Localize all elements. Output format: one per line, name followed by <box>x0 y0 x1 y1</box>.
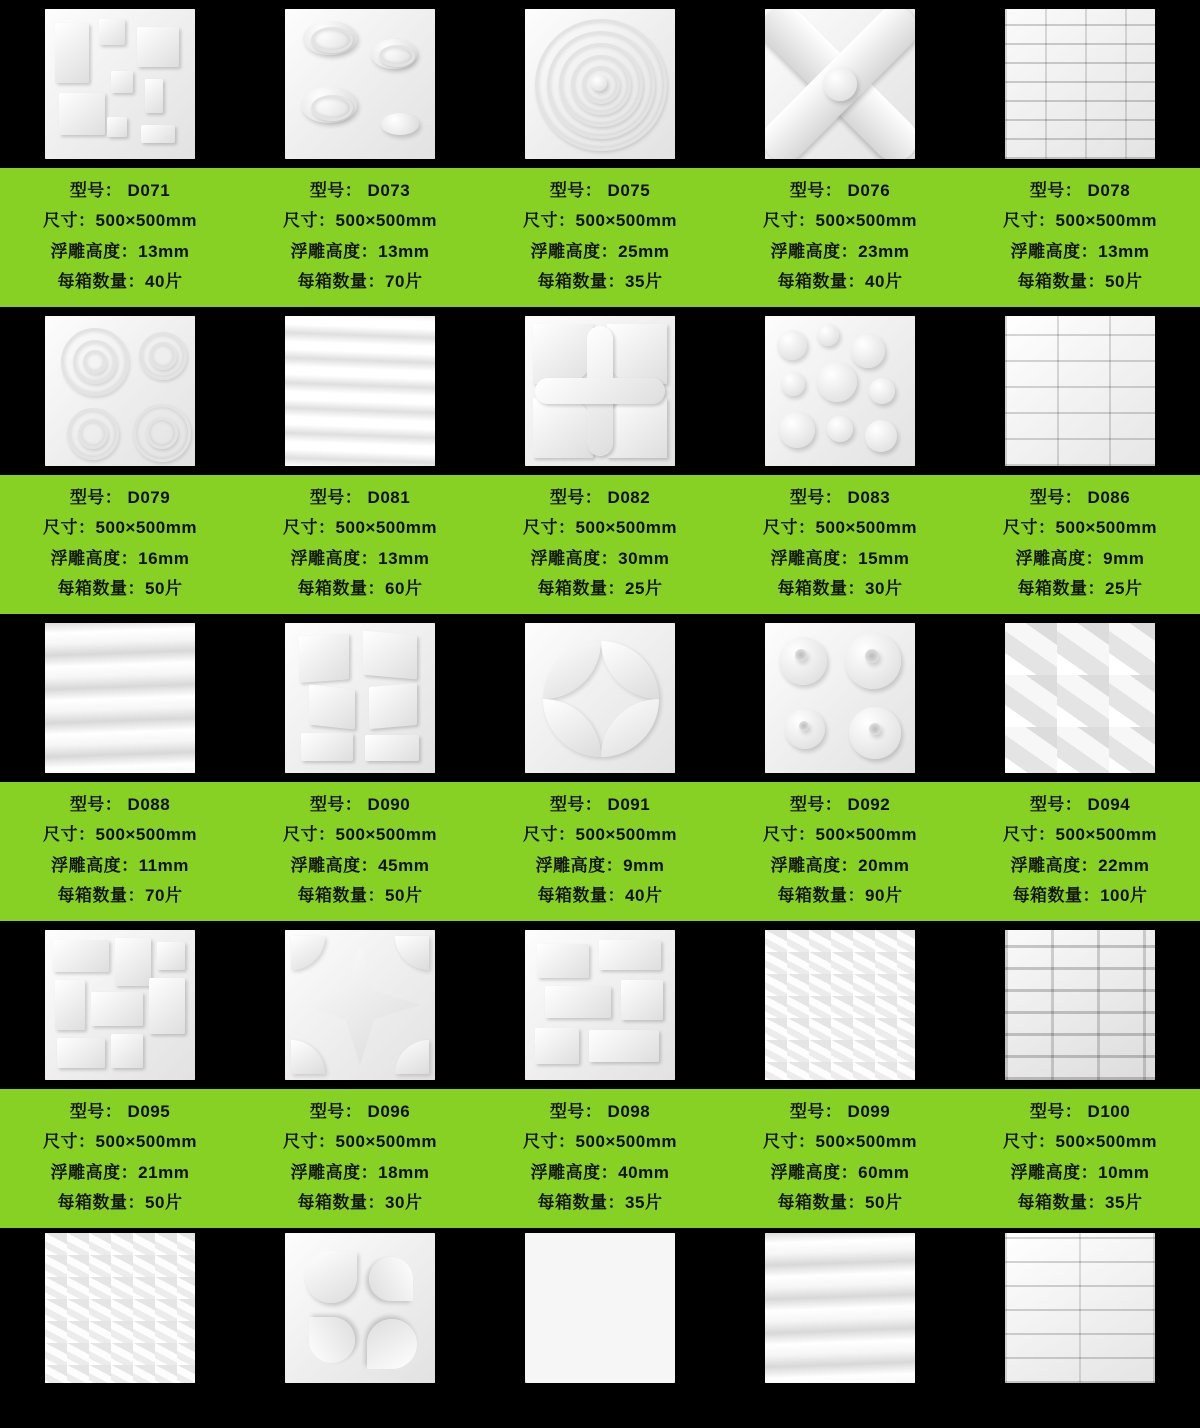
value-relief: 9mm <box>623 855 665 875</box>
label-size: 尺寸： <box>283 825 336 845</box>
label-size: 尺寸： <box>763 211 816 231</box>
panel-pattern-craters-icon <box>765 623 915 773</box>
value-per-box: 60片 <box>385 578 423 598</box>
value-per-box: 70片 <box>385 271 423 291</box>
label-model: 型号： <box>789 488 843 507</box>
label-model: 型号： <box>309 488 363 507</box>
label-model: 型号： <box>549 1102 603 1121</box>
panel-pattern-low-poly-icon <box>765 930 915 1080</box>
value-relief: 45mm <box>378 855 430 875</box>
value-relief: 23mm <box>858 241 910 261</box>
product-cell-partial-2[interactable] <box>240 1228 480 1388</box>
label-size: 尺寸： <box>523 211 576 231</box>
product-info <box>240 1089 480 1228</box>
value-size: 500×500mm <box>1055 1132 1157 1152</box>
product-cell-d073[interactable] <box>240 0 480 307</box>
value-size: 500×500mm <box>335 211 437 231</box>
catalog-row <box>0 307 1200 614</box>
value-model: D100 <box>1087 1102 1131 1121</box>
product-image-wrap <box>480 1228 720 1388</box>
label-relief: 浮雕高度： <box>1010 241 1099 261</box>
panel-pattern-rect-mosaic-icon <box>45 930 195 1080</box>
label-model: 型号： <box>309 795 363 814</box>
label-per-box: 每箱数量： <box>777 271 866 291</box>
value-model: D071 <box>127 181 171 200</box>
label-relief: 浮雕高度： <box>290 241 379 261</box>
product-image-wrap <box>240 614 480 782</box>
value-size: 500×500mm <box>95 825 197 845</box>
product-info <box>720 475 960 614</box>
product-image-wrap <box>240 0 480 168</box>
value-relief: 16mm <box>138 548 190 568</box>
label-relief: 浮雕高度： <box>1010 855 1099 875</box>
value-model: D078 <box>1087 181 1131 200</box>
catalog-row <box>0 921 1200 1228</box>
label-per-box: 每箱数量： <box>1017 1192 1106 1212</box>
product-info <box>720 168 960 307</box>
label-size: 尺寸： <box>43 211 96 231</box>
panel-pattern-low-poly-icon <box>45 1233 195 1383</box>
label-relief: 浮雕高度： <box>290 1162 379 1182</box>
value-relief: 40mm <box>618 1162 670 1182</box>
value-per-box: 40片 <box>625 885 663 905</box>
value-relief: 13mm <box>378 548 430 568</box>
value-model: D099 <box>847 1102 891 1121</box>
product-cell-d091[interactable] <box>480 614 720 921</box>
product-info <box>960 1089 1200 1228</box>
label-per-box: 每箱数量： <box>537 885 626 905</box>
product-cell-partial-3[interactable] <box>480 1228 720 1388</box>
value-relief: 13mm <box>1098 241 1150 261</box>
label-relief: 浮雕高度： <box>535 855 624 875</box>
value-size: 500×500mm <box>95 1132 197 1152</box>
panel-pattern-brick-icon <box>1005 316 1155 466</box>
product-info <box>240 168 480 307</box>
value-per-box: 50片 <box>145 1192 183 1212</box>
value-model: D094 <box>1087 795 1131 814</box>
label-relief: 浮雕高度： <box>50 548 139 568</box>
panel-pattern-drops-icon <box>285 1233 435 1383</box>
label-size: 尺寸： <box>763 1132 816 1152</box>
product-cell-d092[interactable] <box>720 614 960 921</box>
label-per-box: 每箱数量： <box>537 271 626 291</box>
product-image-wrap <box>720 0 960 168</box>
product-cell-d094[interactable] <box>960 614 1200 921</box>
product-image-wrap <box>240 1228 480 1388</box>
value-relief: 60mm <box>858 1162 910 1182</box>
product-info <box>240 782 480 921</box>
value-per-box: 100片 <box>1100 885 1148 905</box>
panel-pattern-foam-brick-icon <box>1005 930 1155 1080</box>
label-per-box: 每箱数量： <box>297 271 386 291</box>
value-model: D096 <box>367 1102 411 1121</box>
label-per-box: 每箱数量： <box>57 885 146 905</box>
value-size: 500×500mm <box>335 825 437 845</box>
product-cell-d083[interactable] <box>720 307 960 614</box>
value-relief: 21mm <box>138 1162 190 1182</box>
value-relief: 18mm <box>378 1162 430 1182</box>
product-cell-d082[interactable] <box>480 307 720 614</box>
value-relief: 25mm <box>618 241 670 261</box>
label-relief: 浮雕高度： <box>290 855 379 875</box>
value-model: D092 <box>847 795 891 814</box>
label-relief: 浮雕高度： <box>530 241 619 261</box>
label-per-box: 每箱数量： <box>777 1192 866 1212</box>
label-model: 型号： <box>69 488 123 507</box>
product-cell-partial-5[interactable] <box>960 1228 1200 1388</box>
panel-pattern-blocks-3d-icon <box>285 623 435 773</box>
value-per-box: 40片 <box>145 271 183 291</box>
panel-pattern-squares-icon <box>45 9 195 159</box>
panel-pattern-dots-icon <box>765 316 915 466</box>
label-size: 尺寸： <box>523 825 576 845</box>
product-image-wrap <box>240 307 480 475</box>
product-image-wrap <box>960 614 1200 782</box>
value-size: 500×500mm <box>575 518 677 538</box>
product-image-wrap <box>240 921 480 1089</box>
value-relief: 20mm <box>858 855 910 875</box>
label-model: 型号： <box>309 181 363 200</box>
product-cell-d071[interactable] <box>0 0 240 307</box>
label-per-box: 每箱数量： <box>1012 885 1101 905</box>
label-relief: 浮雕高度： <box>530 548 619 568</box>
label-size: 尺寸： <box>283 211 336 231</box>
product-cell-partial-4[interactable] <box>720 1228 960 1388</box>
label-model: 型号： <box>789 1102 843 1121</box>
value-per-box: 25片 <box>1105 578 1143 598</box>
label-size: 尺寸： <box>283 518 336 538</box>
label-relief: 浮雕高度： <box>770 548 859 568</box>
value-size: 500×500mm <box>1055 211 1157 231</box>
value-model: D090 <box>367 795 411 814</box>
product-image-wrap <box>720 1228 960 1388</box>
value-size: 500×500mm <box>815 518 917 538</box>
product-image-wrap <box>960 1228 1200 1388</box>
label-per-box: 每箱数量： <box>297 885 386 905</box>
product-info <box>0 475 240 614</box>
panel-pattern-ripple-icon <box>525 9 675 159</box>
product-info <box>480 1089 720 1228</box>
value-size: 500×500mm <box>1055 518 1157 538</box>
label-model: 型号： <box>549 488 603 507</box>
value-relief: 11mm <box>138 855 189 875</box>
product-image-wrap <box>0 921 240 1089</box>
value-model: D081 <box>367 488 411 507</box>
product-cell-d088[interactable] <box>0 614 240 921</box>
product-cell-partial-1[interactable] <box>0 1228 240 1388</box>
panel-pattern-rings-icon <box>45 316 195 466</box>
product-info <box>960 475 1200 614</box>
value-relief: 10mm <box>1098 1162 1150 1182</box>
value-per-box: 70片 <box>145 885 183 905</box>
panel-pattern-cross-cushion-icon <box>525 316 675 466</box>
product-image-wrap <box>720 921 960 1089</box>
label-model: 型号： <box>1029 488 1083 507</box>
product-image-wrap <box>480 921 720 1089</box>
product-cell-d096[interactable] <box>240 921 480 1228</box>
panel-pattern-butterfly-icon <box>765 9 915 159</box>
value-size: 500×500mm <box>815 825 917 845</box>
label-size: 尺寸： <box>1003 211 1056 231</box>
product-image-wrap <box>960 307 1200 475</box>
product-image-wrap <box>480 614 720 782</box>
label-relief: 浮雕高度： <box>1010 1162 1099 1182</box>
value-model: D098 <box>607 1102 651 1121</box>
product-cell-d079[interactable] <box>0 307 240 614</box>
product-image-wrap <box>480 307 720 475</box>
product-info <box>480 475 720 614</box>
product-image-wrap <box>960 0 1200 168</box>
value-size: 500×500mm <box>815 1132 917 1152</box>
value-relief: 22mm <box>1098 855 1150 875</box>
label-model: 型号： <box>789 181 843 200</box>
value-per-box: 90片 <box>865 885 903 905</box>
product-info <box>0 1089 240 1228</box>
label-size: 尺寸： <box>43 825 96 845</box>
product-image-wrap <box>0 307 240 475</box>
product-cell-d090[interactable] <box>240 614 480 921</box>
value-size: 500×500mm <box>335 518 437 538</box>
product-info <box>720 782 960 921</box>
label-size: 尺寸： <box>283 1132 336 1152</box>
product-image-wrap <box>480 0 720 168</box>
label-model: 型号： <box>1029 181 1083 200</box>
product-info <box>240 475 480 614</box>
label-per-box: 每箱数量： <box>57 578 146 598</box>
label-relief: 浮雕高度： <box>770 1162 859 1182</box>
value-size: 500×500mm <box>95 211 197 231</box>
panel-pattern-offset-rects-icon <box>525 930 675 1080</box>
value-size: 500×500mm <box>335 1132 437 1152</box>
label-model: 型号： <box>309 1102 363 1121</box>
label-per-box: 每箱数量： <box>537 578 626 598</box>
product-cell-d076[interactable] <box>720 0 960 307</box>
value-model: D095 <box>127 1102 171 1121</box>
product-cell-d081[interactable] <box>240 307 480 614</box>
product-image-wrap <box>720 614 960 782</box>
value-size: 500×500mm <box>815 211 917 231</box>
value-size: 500×500mm <box>575 211 677 231</box>
product-info <box>480 782 720 921</box>
product-cell-d100[interactable] <box>960 921 1200 1228</box>
product-image-wrap <box>960 921 1200 1089</box>
product-info <box>720 1089 960 1228</box>
panel-pattern-star-icon <box>285 930 435 1080</box>
panel-pattern-long-brick-icon <box>1005 1233 1155 1383</box>
value-size: 500×500mm <box>575 1132 677 1152</box>
value-model: D082 <box>607 488 651 507</box>
value-per-box: 35片 <box>625 271 663 291</box>
value-model: D076 <box>847 181 891 200</box>
value-model: D091 <box>607 795 651 814</box>
value-relief: 15mm <box>858 548 910 568</box>
value-per-box: 35片 <box>1105 1192 1143 1212</box>
label-size: 尺寸： <box>1003 825 1056 845</box>
label-per-box: 每箱数量： <box>537 1192 626 1212</box>
panel-pattern-soft-waves-icon <box>765 1233 915 1383</box>
value-size: 500×500mm <box>1055 825 1157 845</box>
value-per-box: 30片 <box>385 1192 423 1212</box>
value-per-box: 35片 <box>625 1192 663 1212</box>
panel-pattern-stone-wall-icon <box>1005 9 1155 159</box>
label-relief: 浮雕高度： <box>290 548 379 568</box>
label-size: 尺寸： <box>43 1132 96 1152</box>
label-size: 尺寸： <box>1003 1132 1056 1152</box>
value-relief: 13mm <box>138 241 190 261</box>
panel-pattern-ovals-icon <box>285 9 435 159</box>
product-image-wrap <box>0 1228 240 1388</box>
product-image-wrap <box>0 614 240 782</box>
value-per-box: 50片 <box>1105 271 1143 291</box>
value-per-box: 50片 <box>385 885 423 905</box>
value-model: D075 <box>607 181 651 200</box>
panel-pattern-soft-waves-icon <box>45 623 195 773</box>
value-per-box: 40片 <box>865 271 903 291</box>
label-size: 尺寸： <box>43 518 96 538</box>
label-relief: 浮雕高度： <box>50 1162 139 1182</box>
product-info <box>480 168 720 307</box>
value-per-box: 30片 <box>865 578 903 598</box>
value-model: D073 <box>367 181 411 200</box>
panel-pattern-vertical-waves-icon <box>285 316 435 466</box>
product-info <box>0 782 240 921</box>
label-size: 尺寸： <box>523 518 576 538</box>
label-per-box: 每箱数量： <box>57 271 146 291</box>
product-cell-d095[interactable] <box>0 921 240 1228</box>
label-model: 型号： <box>789 795 843 814</box>
label-per-box: 每箱数量： <box>777 885 866 905</box>
panel-pattern-flower-petal-icon <box>525 623 675 773</box>
catalog-row <box>0 0 1200 307</box>
label-relief: 浮雕高度： <box>50 241 139 261</box>
label-size: 尺寸： <box>523 1132 576 1152</box>
value-model: D083 <box>847 488 891 507</box>
label-per-box: 每箱数量： <box>777 578 866 598</box>
product-cell-d098[interactable] <box>480 921 720 1228</box>
label-size: 尺寸： <box>763 518 816 538</box>
label-model: 型号： <box>69 181 123 200</box>
label-relief: 浮雕高度： <box>770 855 859 875</box>
label-model: 型号： <box>69 795 123 814</box>
catalog-row <box>0 614 1200 921</box>
value-size: 500×500mm <box>95 518 197 538</box>
product-info <box>960 168 1200 307</box>
value-relief: 9mm <box>1103 548 1145 568</box>
product-cell-d099[interactable] <box>720 921 960 1228</box>
label-model: 型号： <box>549 181 603 200</box>
label-size: 尺寸： <box>763 825 816 845</box>
label-relief: 浮雕高度： <box>770 241 859 261</box>
label-model: 型号： <box>69 1102 123 1121</box>
value-per-box: 50片 <box>865 1192 903 1212</box>
label-per-box: 每箱数量： <box>57 1192 146 1212</box>
panel-pattern-diamond-facets-icon <box>1005 623 1155 773</box>
catalog-row-partial <box>0 1228 1200 1388</box>
label-per-box: 每箱数量： <box>297 578 386 598</box>
value-relief: 30mm <box>618 548 670 568</box>
product-cell-d078[interactable] <box>960 0 1200 307</box>
product-cell-d086[interactable] <box>960 307 1200 614</box>
label-model: 型号： <box>1029 1102 1083 1121</box>
label-relief: 浮雕高度： <box>530 1162 619 1182</box>
product-image-wrap <box>0 0 240 168</box>
label-size: 尺寸： <box>1003 518 1056 538</box>
label-relief: 浮雕高度： <box>51 855 139 875</box>
product-image-wrap <box>720 307 960 475</box>
value-per-box: 50片 <box>145 578 183 598</box>
label-relief: 浮雕高度： <box>1015 548 1104 568</box>
product-info <box>960 782 1200 921</box>
product-info <box>0 168 240 307</box>
value-model: D086 <box>1087 488 1131 507</box>
label-per-box: 每箱数量： <box>297 1192 386 1212</box>
value-per-box: 25片 <box>625 578 663 598</box>
label-per-box: 每箱数量： <box>1017 578 1106 598</box>
label-model: 型号： <box>1029 795 1083 814</box>
label-per-box: 每箱数量： <box>1017 271 1106 291</box>
value-model: D088 <box>127 795 171 814</box>
value-size: 500×500mm <box>575 825 677 845</box>
panel-pattern-shatter-icon <box>525 1233 675 1383</box>
label-model: 型号： <box>549 795 603 814</box>
value-model: D079 <box>127 488 171 507</box>
value-relief: 13mm <box>378 241 430 261</box>
product-cell-d075[interactable] <box>480 0 720 307</box>
